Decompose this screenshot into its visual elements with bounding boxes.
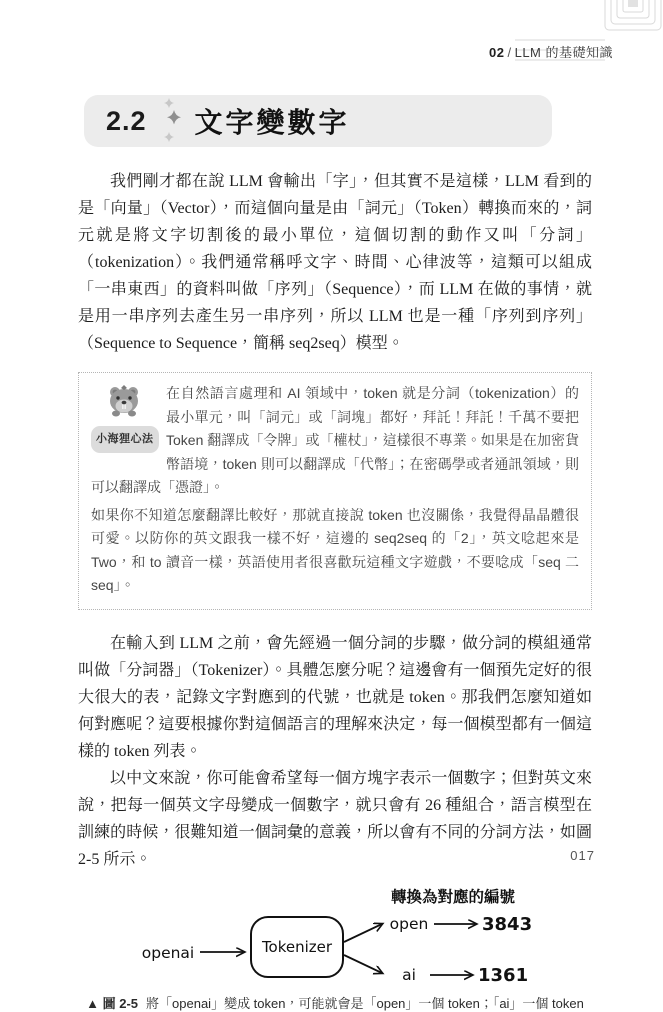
content-column (78, 0, 592, 1012)
paragraph-tokenizer: 在輸入到 LLM 之前，會先經過一個分詞的步驟，做分詞的模組通常叫做「分詞器」（Tokenizer）。具體怎麼分呢？這邊會有一個預先定好的很大很大的表，記錄文字對應到的代號，也就是 token。那我們怎麼知道如何對應呢？這要根據你對這個語言的理解來決定，每一個模型都有一個這樣的 token 列表。 (78, 634, 592, 760)
tip-callout (78, 372, 592, 610)
chapter-number: 02 (489, 45, 505, 60)
section-title: 文字變數字 (194, 107, 350, 138)
diagram-input-label: openai (141, 943, 195, 962)
paragraph-intro: 我們剛才都在說 LLM 會輸出「字」，但其實不是這樣，LLM 看到的是「向量」（Vector），而這個向量是由「詞元」（Token）轉換而來的，詞元就是將文字切割後的最小單位，這個切割的動作又叫「分詞」（tokenization）。我們通常稱呼文字、時間、心律波等，這類可以組成「一串東西」的資料叫做「序列」（Sequence），而 LLM 在做的事情，就是用一串序列去產生另一串序列，所以 LLM 也是一種「序列到序列」（Sequence to Sequence，簡稱 seq2seq）模型。 (78, 173, 592, 352)
tokenizer-box-label: Tokenizer (261, 937, 333, 956)
section-heading (84, 95, 552, 147)
section-number: 2.2 (106, 105, 147, 136)
figure-caption-text: 將「openai」變成 token，可能就會是「open」一個 token；「ai」一個 token (146, 995, 584, 1011)
tip-paragraph-2: 如果你不知道怎麼翻譯比較好，那就直接說 token 也沒關係，我覺得晶晶體很可愛。以防你的英文跟我一樣不好，這邊的 seq2seq 的「2」，英文唸起來是 Two，和 to 讀音一樣，英語使用者很喜歡玩這種文字遊戲，不要唸成「seq 二 seq」。 (91, 506, 579, 593)
diagram-title: 轉換為對應的編號 (390, 887, 516, 906)
sparkle-icon (163, 98, 181, 144)
token-ai-label: ai (402, 965, 416, 984)
token-open-label: open (389, 914, 429, 933)
arrow-fork-down (344, 955, 382, 973)
page-number: 017 (570, 848, 595, 863)
figure-caption-number: ▲ 圖 2-5 (86, 995, 139, 1011)
chapter-title: LLM 的基礎知識 (514, 45, 613, 60)
paragraph-methods: 以中文來說，你可能會希望每一個方塊字表示一個數字；但對英文來說，把每一個英文字母變成一個數字，就只會有 26 種組合，語言模型在訓練的時候，很難知道一個詞彙的意義，所以會有不同的分詞方法，如圖 2-5 所示。 (78, 769, 592, 868)
token-ai-id: 1361 (478, 964, 529, 986)
beaver-icon (104, 384, 144, 418)
token-open-id: 3843 (482, 913, 533, 935)
running-header (489, 42, 613, 61)
tip-paragraph-1: 在自然語言處理和 AI 領域中，token 就是分詞（tokenization）的最小單元，叫「詞元」或「詞塊」都好，拜託！拜託！千萬不要把 Token 翻譯成「令牌」或「權杖」，這樣很不專業。如果是在加密貨幣語境，token 則可以翻譯成「代幣」；在密碼學或者通訊領域，則可以翻譯成「憑證」。 (91, 385, 579, 495)
tip-badge (91, 384, 157, 453)
arrow-fork-up (344, 924, 382, 942)
tokenizer-diagram (78, 879, 592, 991)
header-separator: / (507, 45, 512, 60)
figure-caption (78, 993, 592, 1012)
tip-badge-label: 小海狸心法 (91, 426, 159, 454)
